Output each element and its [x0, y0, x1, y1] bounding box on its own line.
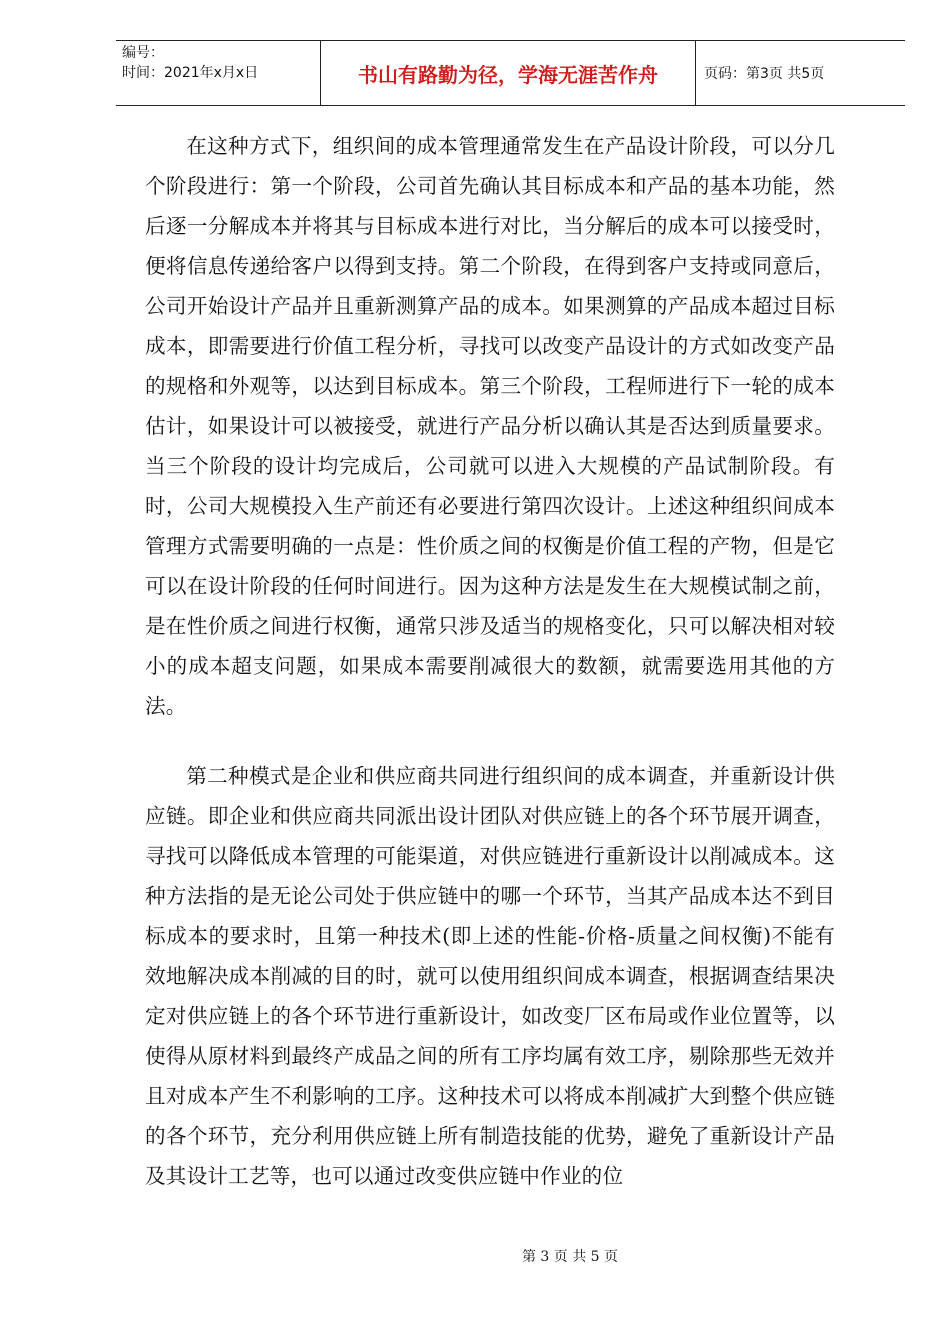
header-meta-cell: [116, 41, 321, 106]
header-page-info: 页码：第3页 共5页: [696, 41, 906, 106]
document-body: [145, 126, 835, 1196]
footer-page-number: 第 3 页 共 5 页: [521, 1249, 619, 1265]
body-paragraph-2: 第二种模式是企业和供应商共同进行组织间的成本调查，并重新设计供应链。即企业和供应商共同派出设计团队对供应链上的各个环节展开调查，寻找可以降低成本管理的可能渠道，对供应链进行重新设计以削减成本。这种方法指的是无论公司处于供应链中的哪一个环节，当其产品成本达不到目标成本的要求时，且第一种技术(即上述的性能-价格-质量之间权衡)不能有效地解决成本削减的目的时，就可以使用组织间成本调查，根据调查结果决定对供应链上的各个环节进行重新设计，如改变厂区布局或作业位置等，以使得从原材料到最终产成品之间的所有工序均属有效工序，剔除那些无效并且对成本产生不利影响的工序。这种技术可以将成本削减扩大到整个供应链的各个环节，充分利用供应链上所有制造技能的优势，避免了重新设计产品及其设计工艺等，也可以通过改变供应链中作业的位: [145, 764, 835, 1188]
page-header: [116, 40, 905, 106]
body-paragraph-1: 在这种方式下，组织间的成本管理通常发生在产品设计阶段，可以分几个阶段进行：第一个阶段，公司首先确认其目标成本和产品的基本功能，然后逐一分解成本并将其与目标成本进行对比，当分解后的成本可以接受时，便将信息传递给客户以得到支持。第二个阶段，在得到客户支持或同意后，公司开始设计产品并且重新测算产品的成本。如果测算的产品成本超过目标成本，即需要进行价值工程分析，寻找可以改变产品设计的方式如改变产品的规格和外观等，以达到目标成本。第三个阶段，工程师进行下一轮的成本估计，如果设计可以被接受，就进行产品分析以确认其是否达到质量要求。当三个阶段的设计均完成后，公司就可以进入大规模的产品试制阶段。有时，公司大规模投入生产前还有必要进行第四次设计。上述这种组织间成本管理方式需要明确的一点是：性价质之间的权衡是价值工程的产物，但是它可以在设计阶段的任何时间进行。因为这种方法是发生在大规模试制之前，是在性价质之间进行权衡，通常只涉及适当的规格变化，只可以解决相对较小的成本超支问题，如果成本需要削减很大的数额，就需要选用其他的方法。: [145, 134, 835, 718]
document-number-label: 编号：: [122, 45, 164, 61]
page-footer: [0, 1246, 950, 1266]
header-motto: 书山有路勤为径，学海无涯苦作舟: [321, 41, 696, 106]
document-time-label: 时间：2021年x月x日: [122, 65, 259, 81]
